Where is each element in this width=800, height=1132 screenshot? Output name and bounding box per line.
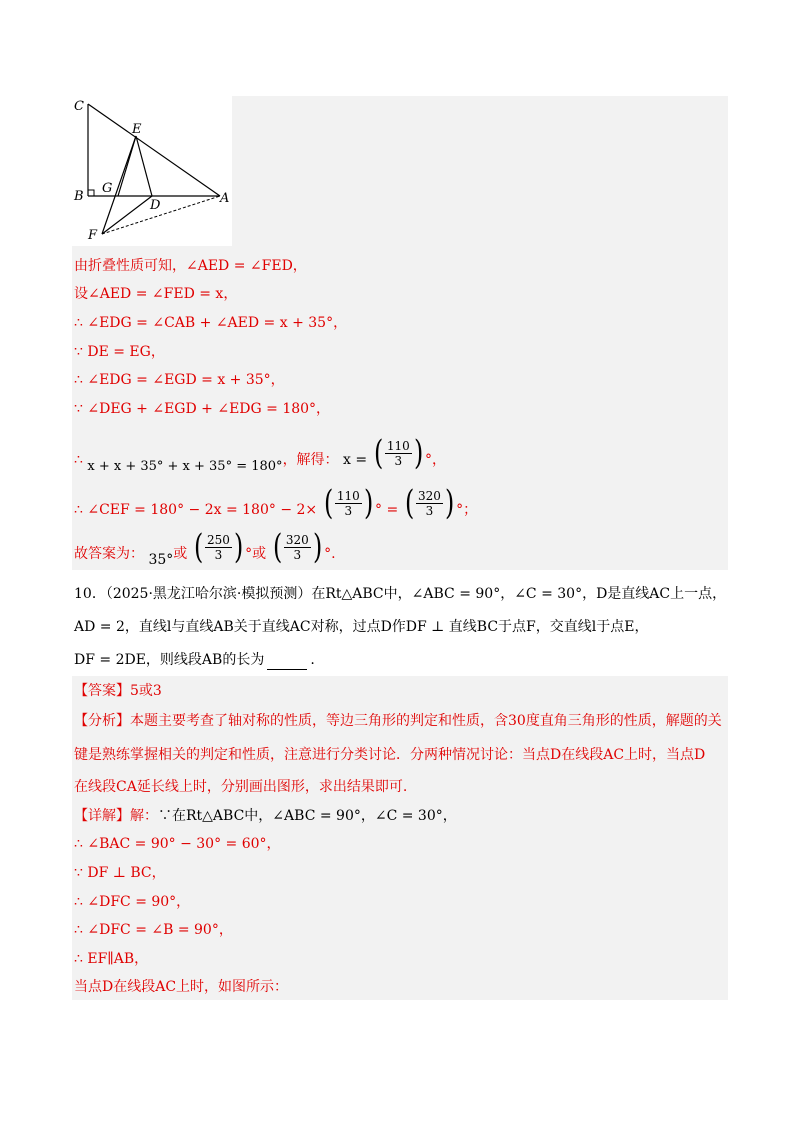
degree-comma: °， [424,452,446,468]
analysis-line-3: 在线段CA延长线上时，分别画出图形，求出结果即可. [74,779,408,795]
detail-given: ∵在Rt△ABC中，∠ABC = 90°，∠C = 30°， [158,808,457,824]
label-f: F [88,228,98,243]
solution-line-9 [74,527,336,574]
answer-35: 35° [148,552,174,568]
label-a: A [220,191,230,206]
degree-period: °. [324,546,336,562]
or-1: 或 [173,546,188,562]
detail-label: 【详解】解： [74,808,158,824]
therefore-symbol: ∴ [74,452,83,468]
solution-line-1: 由折叠性质可知，∠AED = ∠FED， [74,258,307,274]
analysis-line-2: 键是熟练掌握相关的判定和性质，注意进行分类讨论．分两种情况讨论：当点D在线段AC上时，当点D [74,747,706,763]
fraction-110-3: ( $\frac{110}{3}$ ) [373,433,423,473]
solution-line-2: 设∠AED = ∠FED = x， [74,286,238,302]
fraction-320-3: ( $\frac{320}{3}$ ) [404,483,455,523]
detail-line-2: ∴ ∠BAC = 90° − 30° = 60°， [74,836,281,852]
fraction-110-3-b: ( $\frac{110}{3}$ ) [323,483,374,523]
analysis-line-1: 【分析】本题主要考查了轴对称的性质，等边三角形的判定和性质，含30度直角三角形的性质，解题的关 [74,713,722,729]
label-d: D [150,198,161,213]
fraction-250-3: ( $\frac{250}{3}$ ) [193,527,244,567]
answer-line: 【答案】5或3 [74,683,162,699]
solution-line-4: ∵ DE = EG， [74,344,165,360]
answer-blank [267,655,307,670]
x-equals: x = [343,452,368,468]
degree-semicolon: °； [456,502,478,518]
detail-line-6: ∴ EF∥AB， [74,951,149,967]
solution-line-5: ∴ ∠EDG = ∠EGD = x + 35°， [74,372,285,388]
solution-line-3: ∴ ∠EDG = ∠CAB + ∠AED = x + 35°， [74,315,348,331]
equation-sum: x + x + 35° + x + 35° = 180° [87,459,283,474]
question-10-period: . [310,652,315,668]
geometry-figure [72,96,232,246]
detail-line-7: 当点D在线段AC上时，如图所示： [74,979,289,995]
label-c: C [74,99,84,114]
question-10-text: DF = 2DE，则线段AB的长为 [74,652,265,668]
fraction-320-3-b: ( $\frac{320}{3}$ ) [272,527,323,567]
question-10-line-1: 10．（2025·黑龙江哈尔滨·模拟预测）在Rt△ABC中，∠ABC = 90°，∠C = 30°，D是直线AC上一点， [74,586,727,602]
detail-line-5: ∴ ∠DFC = ∠B = 90°， [74,922,233,938]
detail-line-4: ∴ ∠DFC = 90°， [74,894,191,910]
degree-or: °或 [245,546,267,562]
detail-line-3: ∵ DF ⊥ BC， [74,865,166,881]
solution-line-7 [74,433,446,481]
detail-line-1 [74,806,457,826]
question-10-line-3 [74,650,315,670]
degree-equals: ° = [375,502,399,518]
solution-line-6: ∵ ∠DEG + ∠EGD + ∠EDG = 180°， [74,401,331,417]
solution-line-8 [74,483,478,530]
solve-text: ，解得： [282,452,339,468]
answer-label: 故答案为： [74,546,144,562]
label-g: G [102,181,113,196]
label-e: E [132,122,142,137]
label-b: B [74,189,84,204]
angle-cef-equation: ∴ ∠CEF = 180° − 2x = 180° − 2× [74,502,318,518]
question-10-line-2: AD = 2，直线l与直线AB关于直线AC对称，过点D作DF ⊥ 直线BC于点F，交直线l于点E， [74,619,649,635]
